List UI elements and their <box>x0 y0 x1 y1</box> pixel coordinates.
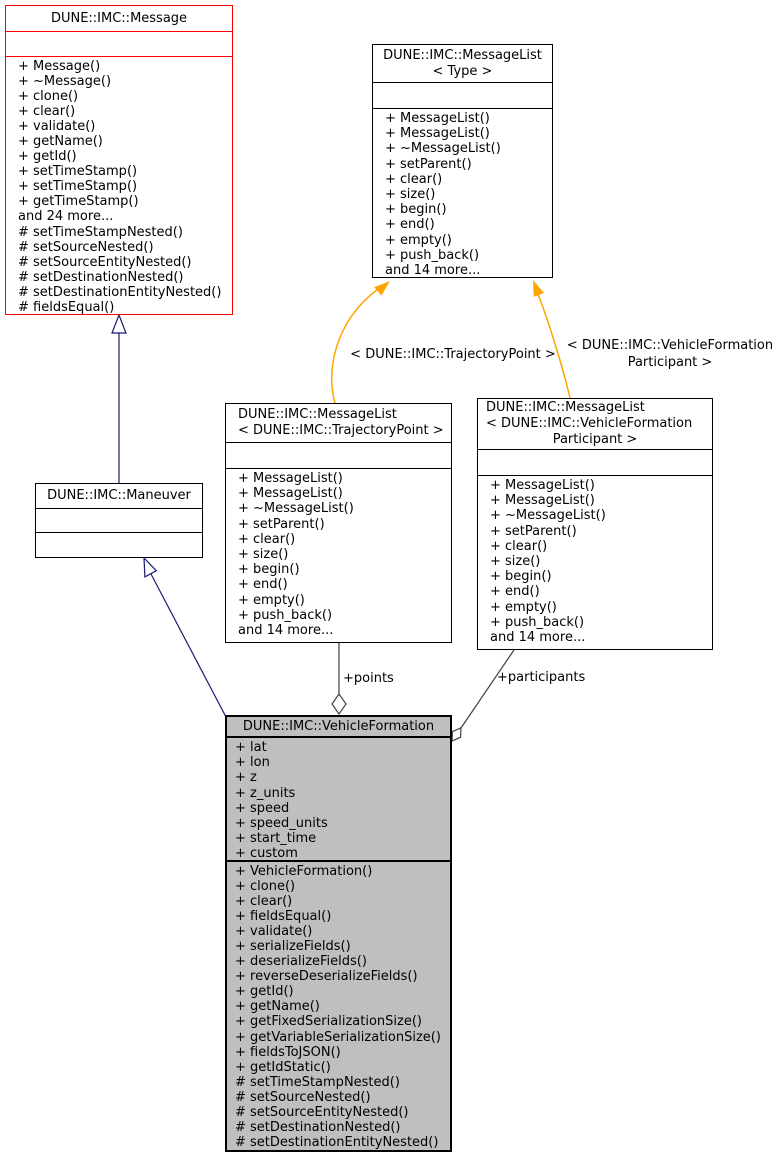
member-row: # setSourceNested() <box>235 1089 371 1105</box>
class-box-messagelist-trajectorypoint[interactable] <box>225 403 452 643</box>
aggregation-diamond-participants <box>452 728 461 741</box>
member-row: + getIdStatic() <box>235 1059 331 1075</box>
member-row: + size() <box>385 187 436 203</box>
member-row: + clear() <box>18 104 76 120</box>
edge-label-template-participant <box>564 338 776 371</box>
member-row: + validate() <box>235 924 313 940</box>
member-row: + MessageList() <box>238 486 343 502</box>
edge-label-participants: +participants <box>497 670 586 685</box>
class-title-line: < Type > <box>432 63 493 79</box>
member-row: and 14 more... <box>490 630 586 646</box>
member-row: + empty() <box>238 592 305 608</box>
member-row: + setParent() <box>238 516 325 532</box>
edge-label-template-trajectorypoint: < DUNE::IMC::TrajectoryPoint > <box>350 347 556 362</box>
member-row: + begin() <box>385 202 447 218</box>
member-row: + clear() <box>385 171 443 187</box>
attribute-row: + z <box>235 770 257 786</box>
member-row: + VehicleFormation() <box>235 864 373 879</box>
member-row: + clone() <box>18 89 79 105</box>
member-row: + Message() <box>18 59 101 74</box>
member-row: + end() <box>490 584 540 600</box>
class-attributes-messagelist-vehicleformationparticipant-empty <box>478 450 712 476</box>
member-row: + end() <box>385 217 435 233</box>
member-row: + getTimeStamp() <box>18 194 139 210</box>
member-row: and 14 more... <box>238 623 334 639</box>
member-row: # setSourceEntityNested() <box>235 1104 409 1120</box>
member-row: + ~MessageList() <box>238 501 354 517</box>
class-box-maneuver[interactable] <box>35 483 203 558</box>
class-members-maneuver-empty <box>36 533 202 555</box>
class-members-messagelist-type <box>373 109 552 278</box>
member-row: + getId() <box>18 149 77 165</box>
member-row: + begin() <box>490 569 552 585</box>
class-title-vehicleformation: DUNE::IMC::VehicleFormation <box>227 717 450 738</box>
member-row: + deserializeFields() <box>235 954 367 970</box>
member-row: + push_back() <box>385 247 480 263</box>
class-box-messagelist-type[interactable] <box>372 44 553 278</box>
member-row: + setParent() <box>385 156 472 172</box>
class-attributes-vehicleformation <box>227 738 450 862</box>
member-row: + clear() <box>238 531 296 547</box>
attribute-row: + start_time <box>235 831 317 847</box>
member-row: # setDestinationEntityNested() <box>235 1134 439 1150</box>
class-title-line: DUNE::IMC::MessageList <box>238 407 397 422</box>
member-row: # setDestinationNested() <box>235 1119 401 1135</box>
member-row: # setTimeStampNested() <box>18 224 183 240</box>
member-row: # setSourceNested() <box>18 239 154 255</box>
attribute-row: + z_units <box>235 785 296 801</box>
member-row: # fieldsEqual() <box>18 299 115 315</box>
member-row: + fieldsToJSON() <box>235 1044 341 1060</box>
member-row: + empty() <box>385 232 452 248</box>
inheritance-edge-vehicleformation-to-maneuver <box>151 574 226 717</box>
member-row: + fieldsEqual() <box>235 909 332 925</box>
member-row: + getVariableSerializationSize() <box>235 1029 441 1045</box>
class-title-messagelist-trajectorypoint <box>226 404 451 443</box>
class-members-messagelist-trajectorypoint <box>226 469 451 638</box>
member-row: # setTimeStampNested() <box>235 1074 400 1090</box>
class-box-vehicleformation[interactable] <box>225 715 452 1152</box>
member-row: + push_back() <box>238 607 333 623</box>
edge-label-line: Participant > <box>627 354 713 370</box>
class-attributes-messagelist-trajectorypoint-empty <box>226 443 451 469</box>
class-title-line: DUNE::IMC::MessageList <box>486 400 645 415</box>
member-row: + MessageList() <box>238 471 343 486</box>
edge-label-line: < DUNE::IMC::VehicleFormation <box>566 338 774 353</box>
class-attributes-messagelist-type-empty <box>373 83 552 109</box>
member-row: + MessageList() <box>385 126 490 142</box>
member-row: + ~MessageList() <box>490 508 606 524</box>
member-row: + getId() <box>235 984 294 1000</box>
member-row: + setParent() <box>490 523 577 539</box>
member-row: + getName() <box>235 999 320 1015</box>
inheritance-arrowhead-message <box>112 315 126 333</box>
attribute-row: + speed_units <box>235 816 328 832</box>
member-row: + empty() <box>490 599 557 615</box>
member-row: + ~Message() <box>18 74 112 90</box>
class-title-maneuver: DUNE::IMC::Maneuver <box>36 484 202 509</box>
member-row: + validate() <box>18 119 96 135</box>
member-row: + clear() <box>490 538 548 554</box>
attribute-row: + lon <box>235 755 270 771</box>
attribute-row: + lat <box>235 740 267 755</box>
member-row: + begin() <box>238 562 300 578</box>
class-title-line: Participant > <box>552 432 638 447</box>
member-row: + size() <box>238 547 289 563</box>
member-row: + ~MessageList() <box>385 141 501 157</box>
member-row: + reverseDeserializeFields() <box>235 969 418 985</box>
class-members-messagelist-vehicleformationparticipant <box>478 476 712 645</box>
attribute-row: + custom <box>235 846 298 862</box>
class-title-line: DUNE::IMC::MessageList <box>383 47 542 63</box>
member-row: + MessageList() <box>490 478 595 493</box>
class-box-messagelist-vehicleformationparticipant[interactable] <box>477 398 713 650</box>
member-row: + setTimeStamp() <box>18 179 138 195</box>
attribute-row: + speed <box>235 800 290 816</box>
member-row: + getFixedSerializationSize() <box>235 1014 422 1030</box>
class-attributes-message-empty <box>6 32 232 57</box>
aggregation-edge-participants <box>461 650 514 728</box>
member-row: and 14 more... <box>385 263 481 278</box>
member-row: + end() <box>238 577 288 593</box>
member-row: + clone() <box>235 879 296 895</box>
member-row: + clear() <box>235 894 293 910</box>
class-title-line: < DUNE::IMC::VehicleFormation <box>486 416 693 431</box>
class-title-messagelist-vehicleformationparticipant <box>478 399 712 450</box>
aggregation-diamond-points <box>332 694 346 714</box>
member-row: + setTimeStamp() <box>18 164 138 180</box>
template-arrowhead-participant <box>533 280 544 297</box>
member-row: # setDestinationNested() <box>18 269 184 285</box>
member-row: + size() <box>490 554 541 570</box>
inheritance-arrowhead-maneuver <box>144 558 156 577</box>
class-title-message: DUNE::IMC::Message <box>6 6 232 32</box>
class-attributes-maneuver-empty <box>36 509 202 533</box>
class-title-line: < DUNE::IMC::TrajectoryPoint > <box>238 423 444 438</box>
class-members-message <box>6 57 232 315</box>
class-title-messagelist-type <box>373 45 552 83</box>
member-row: + push_back() <box>490 614 585 630</box>
member-row: + getName() <box>18 134 103 150</box>
member-row: + serializeFields() <box>235 939 351 955</box>
member-row: + MessageList() <box>490 493 595 509</box>
template-edge-trajectorypoint <box>332 289 378 403</box>
member-row: + MessageList() <box>385 111 490 126</box>
edge-label-points: +points <box>343 671 394 686</box>
class-members-vehicleformation <box>227 862 450 1152</box>
member-row: # setSourceEntityNested() <box>18 254 192 270</box>
class-box-message[interactable] <box>5 5 233 315</box>
member-row: # setDestinationEntityNested() <box>18 284 222 300</box>
template-arrowhead-trajectorypoint <box>374 281 390 296</box>
member-row: and 24 more... <box>18 209 114 225</box>
